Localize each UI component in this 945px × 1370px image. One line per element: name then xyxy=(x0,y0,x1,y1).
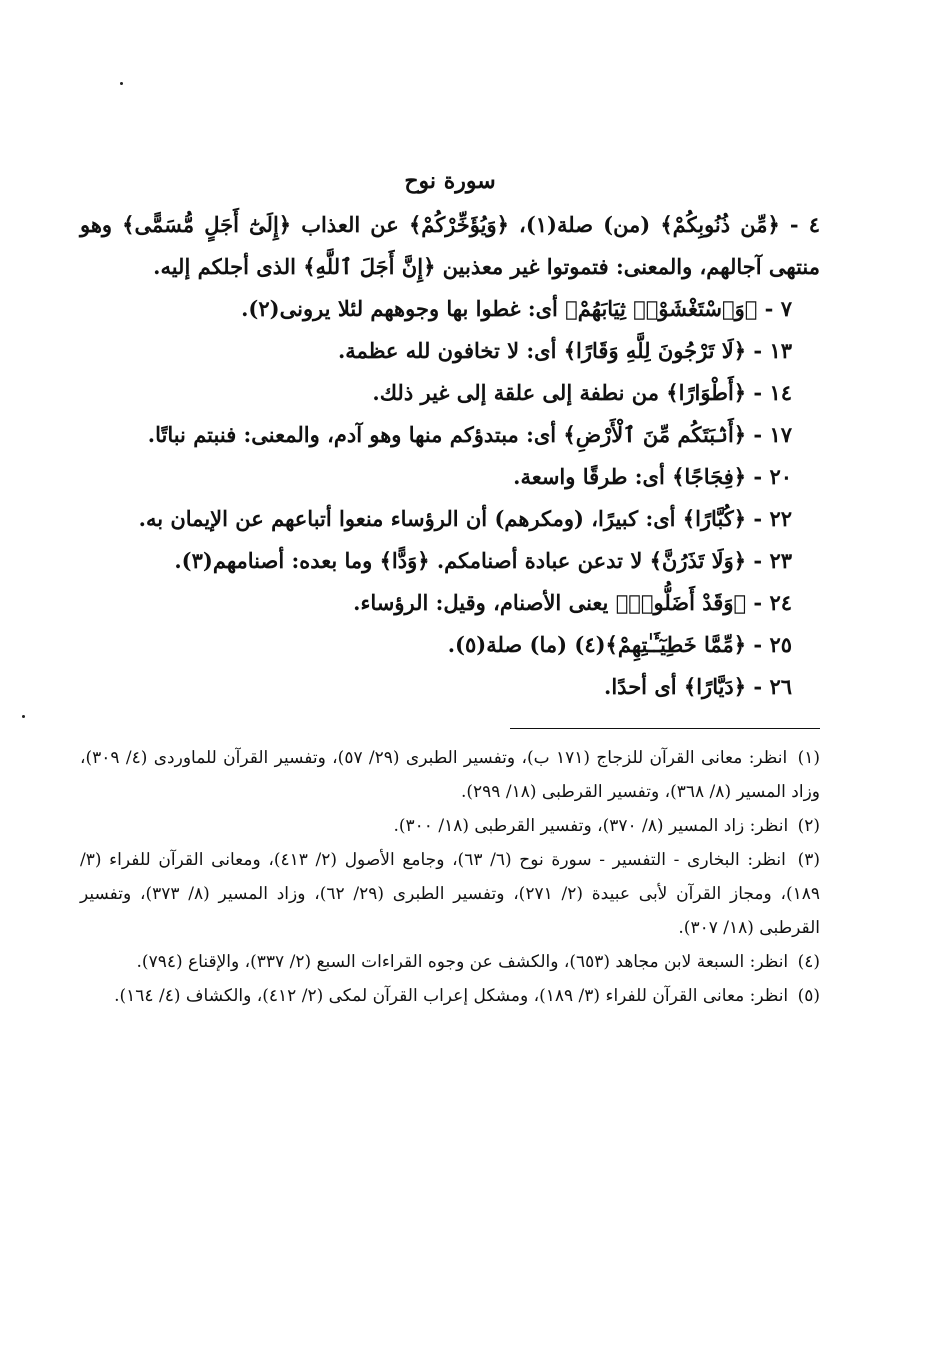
footnote xyxy=(80,843,820,945)
verse-entry: ٢٣ - ﴿وَلَا تَذَرُنَّ﴾ لا تدعن عبادة أصنامكم. ﴿وَدًّا﴾ وما بعده: أصنامهم(٣). xyxy=(174,548,792,573)
footnote xyxy=(80,741,820,809)
verse-entry: ٢٦ - ﴿دَيَّارًا﴾ أى أحدًا. xyxy=(604,674,792,699)
page-title: سورة نوح xyxy=(404,168,496,194)
footnote-text: انظر: السبعة لابن مجاهد (٦٥٣)، والكشف عن وجوه القراءات السبع (٢/ ٣٣٧)، والإقناع (٧٩٤). xyxy=(136,952,789,972)
speck-mark xyxy=(22,715,25,718)
verse-entry: ٧ - ﴿وَٱسْتَغْشَوْا۟ ثِيَابَهُمْ﴾ أى: غطوا بها وجوههم لئلا يرونى(٢). xyxy=(241,296,792,321)
footnotes-section xyxy=(80,741,820,1013)
footnote xyxy=(80,945,820,979)
verse-entry: ١٧ - ﴿أَنۢبَتَكُم مِّنَ ٱلْأَرْضِ﴾ أى: مبتدؤكم منها وهو آدم، والمعنى: فنبتم نباتًا. xyxy=(147,422,792,447)
verse-entry: ٤ - ﴿مِّن ذُنُوبِكُمْ﴾ (من) صلة(١)، ﴿وَيُؤَخِّرْكُمْ﴾ عن العذاب ﴿إِلَىٰٓ أَجَلٍ مُّسَمًّى﴾ وهو منتهى آجالهم، والمعنى: فتموتوا غير معذبين ﴿إِنَّ أَجَلَ ٱللَّهِ﴾ الذى أجلكم إليه. xyxy=(80,212,821,279)
footnote-text: انظر: زاد المسير (٨/ ٣٧٠)، وتفسير القرطبى (١٨/ ٣٠٠). xyxy=(393,816,789,836)
verse-entry: ٢٤ - ﴿وَقَدْ أَضَلُّوا۟﴾ يعنى الأصنام، وقيل: الرؤساء. xyxy=(353,590,792,615)
verse-entry: ٢٠ - ﴿فِجَاجًا﴾ أى: طرقًا واسعة. xyxy=(513,464,792,489)
verse-entry: ١٤ - ﴿أَطْوَارًا﴾ من نطفة إلى علقة إلى غير ذلك. xyxy=(372,380,792,405)
footnote-number: (١) xyxy=(797,748,820,768)
footnote-text: انظر: البخارى - التفسير - سورة نوح (٦/ ٦٣)، وجامع الأصول (٢/ ٤١٣)، ومعانى القرآن للفراء (٣/ ١٨٩)، ومجاز القرآن لأبى عبيدة (٢/ ٢٧١)، وتفسير الطبرى (٢٩/ ٦٢)، وزاد المسير (٨/ ٣٧٣)، وتفسير القرطبى (١٨/ ٣٠٧). xyxy=(80,850,820,938)
footnote-number: (٤) xyxy=(797,952,820,972)
footnote-text: انظر: معانى القرآن للزجاج (١٧١ ب)، وتفسير الطبرى (٢٩/ ٥٧)، وتفسير القرآن للماوردى (٤/ ٣٠٩)، وزاد المسير (٨/ ٣٦٨)، وتفسير القرطبى (١٨/ ٢٩٩). xyxy=(80,748,820,802)
verse-entry: ٢٥ - ﴿مِّمَّا خَطِيٓـَٔـٰتِهِمْ﴾(٤) (ما) صلة(٥). xyxy=(447,632,792,657)
footnote xyxy=(80,809,820,843)
footnote-separator xyxy=(510,728,820,729)
verse-entry: ٢٢ - ﴿كُبَّارًا﴾ أى: كبيرًا، (ومكرهم) أن الرؤساء منعوا أتباعهم عن الإيمان به. xyxy=(138,506,792,531)
footnote-number: (٣) xyxy=(797,850,820,870)
page-content xyxy=(80,160,820,1310)
verses-section xyxy=(80,204,820,708)
speck-mark xyxy=(120,82,123,85)
verse-entry: ١٣ - ﴿لَا تَرْجُونَ لِلَّهِ وَقَارًا﴾ أى: لا تخافون لله عظمة. xyxy=(337,338,792,363)
footnote-number: (٥) xyxy=(797,986,820,1006)
footnote xyxy=(80,979,820,1013)
footnote-number: (٢) xyxy=(797,816,820,836)
footnote-text: انظر: معانى القرآن للفراء (٣/ ١٨٩)، ومشكل إعراب القرآن لمكى (٢/ ٤١٢)، والكشاف (٤/ ١٦٤). xyxy=(114,986,789,1006)
